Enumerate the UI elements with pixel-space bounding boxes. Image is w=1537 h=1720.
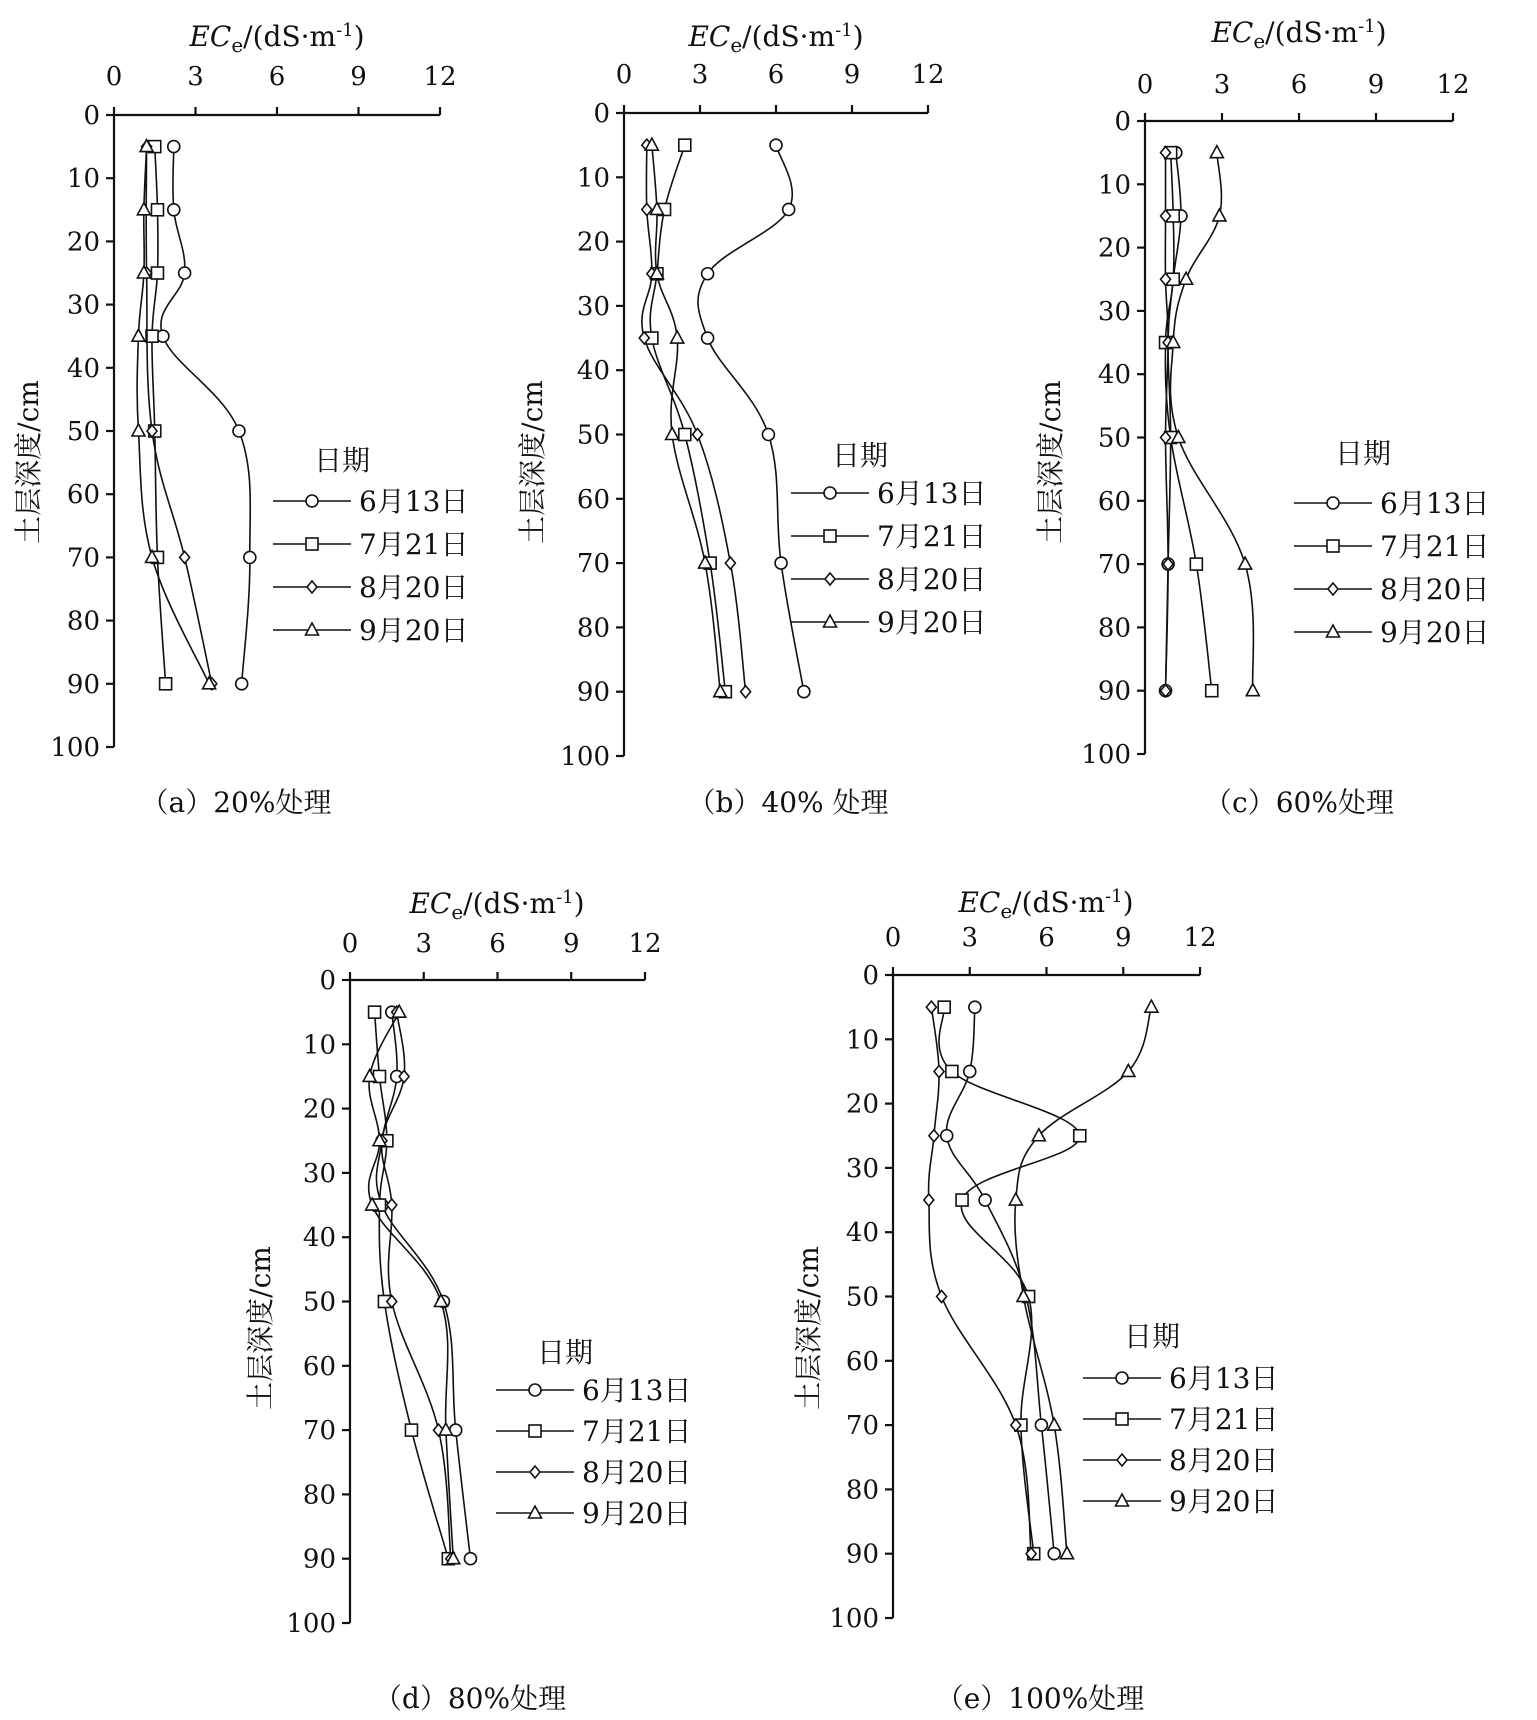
panel-c-legend-label: 9月20日 — [1380, 616, 1490, 649]
panel-e-data-point — [956, 1194, 968, 1206]
panel-b-legend-label: 9月20日 — [877, 606, 987, 639]
panel-b-data-point — [692, 429, 702, 441]
panel-c-y-tick-label: 40 — [1097, 360, 1131, 391]
panel-b-data-point — [702, 268, 714, 280]
panel-c-caption: （c）60%处理 — [1204, 786, 1394, 819]
panel-c-x-tick-label: 9 — [1367, 70, 1385, 100]
panel-e-series-2 — [938, 1001, 1086, 1560]
panel-d-y-tick-label: 10 — [302, 1030, 336, 1061]
panel-b-x-axis-title: $EC_e/(dS\cdot m^{-1})$ — [688, 20, 864, 57]
panel-e-legend-marker — [1116, 1413, 1128, 1425]
panel-a-y-tick-label: 30 — [66, 290, 100, 321]
panel-b-x-tick-label: 0 — [615, 60, 633, 90]
panel-e-series-line-1 — [946, 1007, 1054, 1554]
panel-b-legend-marker — [824, 530, 836, 542]
panel-e-data-point — [969, 1001, 981, 1013]
panel-b-series-1 — [698, 139, 810, 698]
panel-d-data-point — [464, 1553, 476, 1565]
panel-c-data-point — [1239, 557, 1252, 569]
panel-b-legend-label: 7月21日 — [877, 520, 987, 553]
panel-e-data-point — [924, 1194, 934, 1206]
panel-b-x-tick-label: 9 — [843, 60, 861, 90]
panel-e-y-tick-label: 50 — [845, 1282, 879, 1313]
panel-d-legend-marker — [529, 1506, 542, 1518]
panel-c-legend-title: 日期 — [1334, 437, 1392, 470]
panel-a-x-axis-title: $EC_e/(dS\cdot m^{-1})$ — [189, 20, 365, 57]
panel-e-y-tick-label: 30 — [845, 1153, 879, 1184]
panel-e-legend-marker — [1117, 1454, 1127, 1466]
panel-a-data-point — [236, 678, 248, 690]
panel-c-y-axis-title: 土层深度/cm — [1034, 380, 1067, 544]
panel-c-data-point — [1210, 146, 1223, 158]
panel-d-x-tick-label: 9 — [562, 929, 580, 959]
panel-e-x-tick-label: 9 — [1114, 923, 1132, 953]
panel-b-data-point — [702, 332, 714, 344]
panel-c-legend-label: 7月21日 — [1380, 530, 1490, 563]
panel-b-y-tick-label: 50 — [576, 420, 610, 451]
panel-c-x-axis-title: $EC_e/(dS\cdot m^{-1})$ — [1211, 16, 1387, 53]
panel-d-legend-marker — [529, 1384, 541, 1396]
panel-e-data-point — [926, 1001, 936, 1013]
panel-e-y-tick-label: 80 — [845, 1475, 879, 1506]
panel-b-y-tick-label: 100 — [560, 742, 610, 772]
panel-d-legend-label: 7月21日 — [582, 1415, 692, 1448]
panel-c-y-tick-label: 100 — [1081, 740, 1131, 770]
panel-e-y-tick-label: 20 — [845, 1089, 879, 1120]
panel-a-data-point — [168, 141, 180, 153]
panel-e-series-line-3 — [929, 1007, 1032, 1554]
panel-d-series-1 — [376, 1006, 477, 1565]
panel-c — [1034, 16, 1489, 819]
panel-a-series-line-4 — [137, 147, 209, 684]
panel-e-x-tick-label: 12 — [1183, 923, 1217, 953]
panel-a-series-line-1 — [161, 147, 250, 684]
panel-a-data-point — [179, 267, 191, 279]
panel-a-data-point — [160, 678, 172, 690]
panel-b-y-tick-label: 10 — [576, 163, 610, 194]
panel-b-x-tick-label: 3 — [691, 60, 709, 90]
panel-b-data-point — [770, 139, 782, 151]
panel-b-data-point — [741, 686, 751, 698]
panel-b-data-point — [679, 429, 691, 441]
panel-e-y-tick-label: 40 — [845, 1218, 879, 1249]
panel-e-series-1 — [941, 1001, 1060, 1560]
panel-a-series-3 — [142, 141, 217, 690]
panel-a-y-tick-label: 0 — [83, 101, 100, 131]
panel-e-y-tick-label: 100 — [829, 1604, 879, 1634]
panel-a-x-tick-label: 6 — [268, 62, 286, 92]
panel-d-y-tick-label: 70 — [302, 1416, 336, 1447]
panel-a-x-tick-label: 0 — [105, 62, 123, 92]
panel-e-data-point — [946, 1065, 958, 1077]
panel-a-caption: （a）20%处理 — [140, 786, 332, 819]
panel-b-data-point — [725, 557, 735, 569]
panel-c-series-2 — [1160, 147, 1218, 697]
panel-e-y-tick-label: 10 — [845, 1025, 879, 1056]
panel-d-series-2 — [369, 1006, 455, 1565]
panel-b-y-tick-label: 80 — [576, 613, 610, 644]
panel-d-legend-label: 9月20日 — [582, 1497, 692, 1530]
panel-a-legend-label: 8月20日 — [359, 571, 469, 604]
panel-a-data-point — [151, 204, 163, 216]
panel-b-y-tick-label: 0 — [593, 99, 610, 129]
panel-e-legend — [1083, 1320, 1278, 1518]
panel-b-series-2 — [646, 139, 731, 698]
panel-e-legend-label: 8月20日 — [1169, 1444, 1279, 1477]
panel-c-y-tick-label: 90 — [1097, 676, 1131, 707]
panel-e-x-axis-title: $EC_e/(dS\cdot m^{-1})$ — [958, 886, 1134, 923]
panel-e-y-tick-label: 60 — [845, 1346, 879, 1377]
panel-e-x-tick-label: 3 — [961, 923, 979, 953]
panel-b-y-tick-label: 30 — [576, 291, 610, 322]
panel-a-y-tick-label: 60 — [66, 480, 100, 511]
panel-e-legend-label: 9月20日 — [1169, 1485, 1279, 1518]
panel-a-data-point — [233, 425, 245, 437]
panel-c-y-tick-label: 10 — [1097, 170, 1131, 201]
panel-d-legend-title: 日期 — [536, 1336, 594, 1369]
panel-e-data-point — [941, 1130, 953, 1142]
panel-e-data-point — [934, 1065, 944, 1077]
panel-d-y-tick-label: 80 — [302, 1480, 336, 1511]
panel-b-y-tick-label: 40 — [576, 356, 610, 387]
panel-a-legend-label: 7月21日 — [359, 528, 469, 561]
panel-a-data-point — [180, 551, 190, 563]
panel-c-data-point — [1213, 209, 1226, 221]
panel-d-legend — [496, 1336, 691, 1530]
panel-c-data-point — [1246, 684, 1259, 696]
panel-d-y-tick-label: 60 — [302, 1351, 336, 1382]
panel-b-data-point — [679, 139, 691, 151]
panel-b-y-axis-title: 土层深度/cm — [516, 380, 549, 544]
panel-e-data-point — [1035, 1419, 1047, 1431]
panel-a-legend-marker — [306, 495, 318, 507]
panel-a-series-4 — [132, 140, 216, 689]
panel-c-data-point — [1190, 558, 1202, 570]
panel-e-data-point — [964, 1065, 976, 1077]
panel-b-y-tick-label: 70 — [576, 549, 610, 580]
panel-c-series-line-2 — [1165, 153, 1211, 691]
panel-a-data-point — [244, 551, 256, 563]
panel-a-y-tick-label: 80 — [66, 606, 100, 637]
panel-d-y-tick-label: 50 — [302, 1287, 336, 1318]
panel-e-series-line-4 — [1015, 1007, 1152, 1554]
panel-e-y-tick-label: 70 — [845, 1411, 879, 1442]
panel-e-data-point — [1145, 1000, 1158, 1012]
panel-a-y-tick-label: 70 — [66, 543, 100, 574]
panel-a-y-tick-label: 50 — [66, 417, 100, 447]
panel-e-x-tick-label: 6 — [1038, 923, 1055, 953]
panel-b-legend-label: 6月13日 — [877, 477, 987, 510]
panel-a-x-tick-label: 3 — [187, 62, 204, 92]
panel-b-data-point — [775, 557, 787, 569]
panel-c-x-tick-label: 3 — [1213, 70, 1231, 100]
panel-a — [12, 20, 468, 819]
panel-e-caption: （e）100%处理 — [935, 1682, 1145, 1715]
panel-a-y-tick-label: 40 — [66, 353, 100, 384]
panel-d-y-tick-label: 20 — [302, 1094, 336, 1125]
panel-b-series-line-1 — [698, 145, 804, 692]
panel-c-data-point — [1180, 272, 1193, 284]
panel-b-y-tick-label: 20 — [576, 227, 610, 258]
panel-b-data-point — [671, 331, 684, 343]
panel-c-legend — [1294, 437, 1489, 649]
panel-a-x-tick-label: 9 — [350, 62, 367, 92]
panel-e-y-tick-label: 90 — [845, 1539, 879, 1570]
panel-e — [792, 886, 1278, 1715]
panel-c-series-line-4 — [1170, 153, 1253, 691]
panel-b — [516, 20, 986, 819]
panel-c-legend-marker — [1328, 583, 1338, 595]
panel-d-y-tick-label: 30 — [302, 1158, 336, 1189]
panel-d-data-point — [405, 1424, 417, 1436]
panel-a-data-point — [132, 329, 145, 341]
panel-e-legend-label: 7月21日 — [1169, 1403, 1279, 1436]
panel-b-legend-marker — [825, 573, 835, 585]
panel-d-x-tick-label: 3 — [415, 929, 433, 959]
panel-c-legend-label: 6月13日 — [1380, 487, 1490, 520]
panel-a-data-point — [137, 203, 150, 215]
panel-b-legend-title: 日期 — [831, 439, 889, 472]
panel-b-legend — [791, 439, 986, 639]
panel-e-legend-marker — [1116, 1494, 1129, 1506]
panel-c-legend-marker — [1327, 540, 1339, 552]
panel-a-series-line-2 — [152, 147, 166, 684]
panel-d-x-tick-label: 0 — [341, 929, 359, 959]
panel-a-y-tick-label: 10 — [66, 164, 100, 195]
panel-d-series-line-3 — [382, 1012, 451, 1559]
panel-c-y-tick-label: 0 — [1114, 107, 1131, 137]
panel-c-y-tick-label: 30 — [1097, 296, 1131, 327]
panel-a-data-point — [146, 330, 158, 342]
panel-a-legend — [273, 444, 468, 647]
panel-a-data-point — [168, 204, 180, 216]
panel-e-y-tick-label: 0 — [862, 961, 879, 991]
panel-b-legend-label: 8月20日 — [877, 563, 987, 596]
panel-b-y-tick-label: 60 — [576, 484, 610, 515]
panel-e-y-axis-title: 土层深度/cm — [792, 1246, 825, 1410]
panel-d-y-tick-label: 0 — [319, 966, 336, 996]
panel-a-legend-marker — [306, 623, 319, 635]
panel-c-legend-label: 8月20日 — [1380, 573, 1490, 606]
panel-b-data-point — [798, 686, 810, 698]
panel-b-x-tick-label: 6 — [767, 60, 785, 90]
panel-d-data-point — [387, 1199, 397, 1211]
panel-d-legend-label: 6月13日 — [582, 1374, 692, 1407]
panel-a-data-point — [151, 267, 163, 279]
panel-b-data-point — [762, 429, 774, 441]
panel-e-legend-title: 日期 — [1123, 1320, 1181, 1353]
panel-c-y-tick-label: 80 — [1097, 613, 1131, 644]
panel-a-y-axis-title: 土层深度/cm — [12, 380, 45, 544]
panel-d-y-tick-label: 40 — [302, 1223, 336, 1254]
panel-b-series-4 — [645, 138, 726, 697]
panel-b-data-point — [666, 428, 679, 440]
panel-a-legend-marker — [307, 581, 317, 593]
panel-b-series-line-2 — [650, 145, 725, 692]
panel-e-series-3 — [924, 1001, 1036, 1560]
panel-a-x-tick-label: 12 — [423, 62, 457, 92]
panel-c-y-tick-label: 20 — [1097, 233, 1131, 264]
panel-b-x-tick-label: 12 — [911, 60, 945, 90]
panel-d-caption: （d）80%处理 — [373, 1682, 567, 1715]
panel-d-y-tick-label: 90 — [302, 1544, 336, 1575]
panel-b-caption: （b）40% 处理 — [687, 786, 889, 819]
panel-a-y-tick-label: 100 — [50, 733, 100, 763]
panel-d-data-point — [369, 1006, 381, 1018]
panel-e-x-tick-label: 0 — [884, 923, 902, 953]
panel-d-legend-label: 8月20日 — [582, 1456, 692, 1489]
panel-c-data-point — [1206, 685, 1218, 697]
panel-e-data-point — [979, 1194, 991, 1206]
panel-e-data-point — [1009, 1193, 1022, 1205]
panel-b-series-3 — [639, 139, 750, 698]
panel-a-legend-title: 日期 — [313, 444, 371, 477]
panel-e-data-point — [929, 1130, 939, 1142]
panel-a-legend-label: 6月13日 — [359, 485, 469, 518]
panel-c-legend-marker — [1327, 497, 1339, 509]
panel-c-y-tick-label: 50 — [1097, 423, 1131, 454]
panel-e-data-point — [1060, 1547, 1073, 1559]
panel-e-legend-marker — [1116, 1372, 1128, 1384]
panel-c-legend-marker — [1327, 625, 1340, 637]
panel-a-y-tick-label: 20 — [66, 227, 100, 258]
panel-d-series-3 — [377, 1006, 456, 1565]
panel-e-data-point — [1074, 1130, 1086, 1142]
panel-d-x-tick-label: 6 — [489, 929, 506, 959]
panel-b-data-point — [783, 203, 795, 215]
panel-e-series-4 — [1009, 1000, 1158, 1559]
panel-c-y-tick-label: 60 — [1097, 486, 1131, 517]
panel-c-y-tick-label: 70 — [1097, 550, 1131, 581]
panel-d-y-axis-title: 土层深度/cm — [244, 1246, 277, 1410]
panel-c-x-tick-label: 6 — [1290, 70, 1308, 100]
panel-d — [244, 887, 691, 1715]
panel-e-legend-label: 6月13日 — [1169, 1362, 1279, 1395]
panel-d-legend-marker — [529, 1425, 541, 1437]
panel-a-data-point — [132, 424, 145, 436]
panel-b-y-tick-label: 90 — [576, 677, 610, 708]
panel-e-series-line-2 — [939, 1007, 1080, 1554]
panel-e-data-point — [1048, 1548, 1060, 1560]
panel-e-data-point — [937, 1291, 947, 1303]
panel-d-y-tick-label: 100 — [286, 1609, 336, 1639]
panel-e-data-point — [938, 1001, 950, 1013]
panel-a-y-tick-label: 90 — [66, 669, 100, 700]
panel-e-data-point — [1048, 1418, 1061, 1430]
panel-c-x-tick-label: 0 — [1136, 70, 1154, 100]
panel-b-legend-marker — [824, 487, 836, 499]
panel-a-legend-marker — [306, 538, 318, 550]
panel-a-series-line-3 — [146, 147, 212, 684]
panel-d-x-axis-title: $EC_e/(dS\cdot m^{-1})$ — [409, 887, 585, 924]
panel-b-legend-marker — [824, 615, 837, 627]
panel-c-x-tick-label: 12 — [1436, 70, 1470, 100]
panel-d-x-tick-label: 12 — [628, 929, 662, 959]
panel-a-legend-label: 9月20日 — [359, 614, 469, 647]
panel-d-legend-marker — [530, 1466, 540, 1478]
